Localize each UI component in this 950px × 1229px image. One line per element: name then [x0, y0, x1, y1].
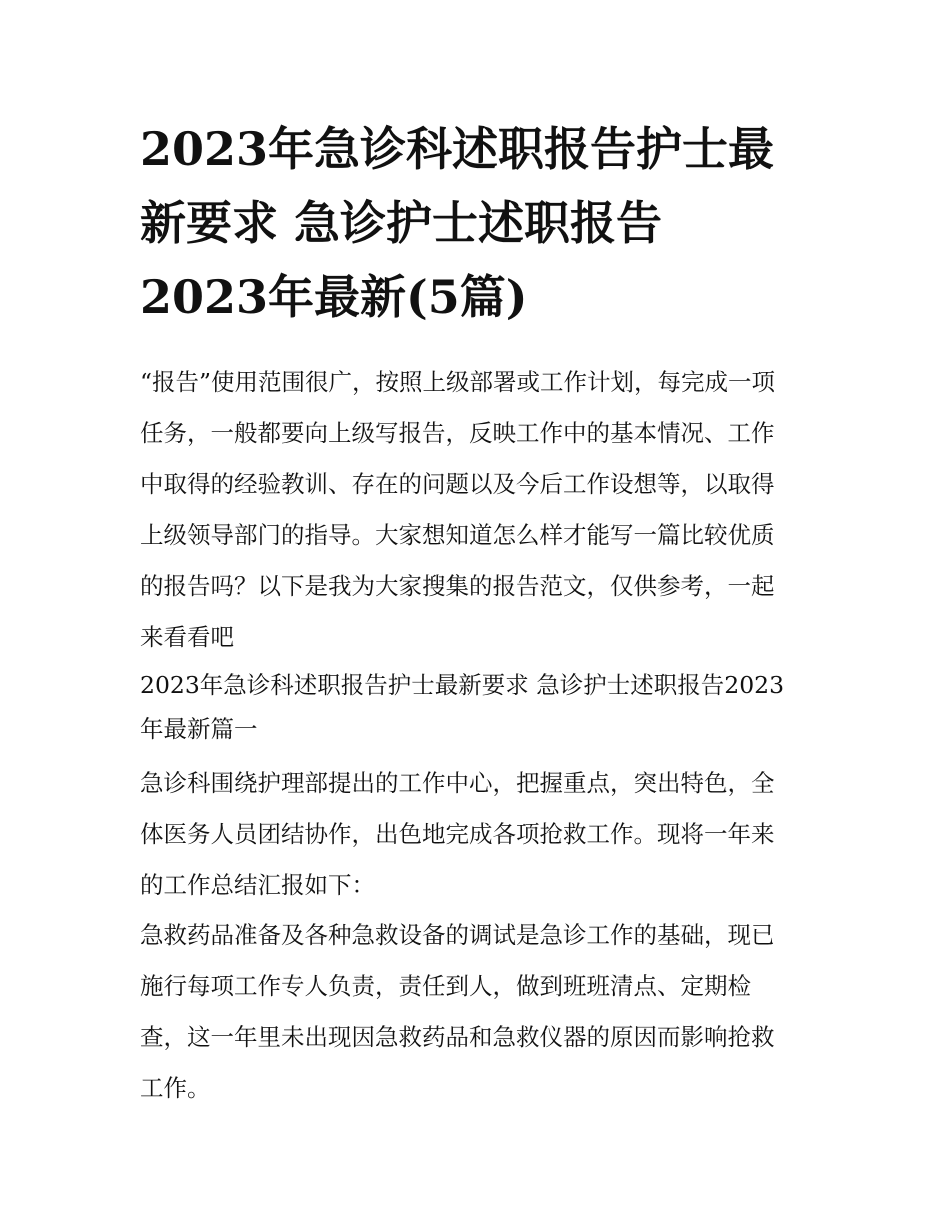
paragraph-line: 工作。 [140, 1074, 211, 1102]
paragraph-line: 查，这一年里未出现因急救药品和急救仪器的原因而影响抢救 [140, 1023, 775, 1051]
paragraph-line: 的工作总结汇报如下： [140, 871, 375, 899]
paragraph-line: 体医务人员团结协作，出色地完成各项抢救工作。现将一年来 [140, 820, 775, 848]
title-line: 2023年急诊科述职报告护士最 [140, 122, 775, 176]
title-line: 新要求 急诊护士述职报告 [140, 196, 663, 250]
paragraph-line: 急救药品准备及各种急救设备的调试是急诊工作的基础，现已 [140, 921, 775, 949]
intro-paragraph [140, 357, 820, 663]
title-line: 2023年最新(5篇) [140, 270, 528, 324]
paragraph-line: 来看看吧 [140, 623, 234, 651]
document-title [140, 112, 820, 334]
heading-line: 2023年急诊科述职报告护士最新要求 急诊护士述职报告2023 [140, 671, 785, 699]
summary-paragraph [140, 758, 820, 911]
equipment-paragraph [140, 910, 820, 1114]
paragraph-line: 施行每项工作专人负责，责任到人，做到班班清点、定期检 [140, 972, 751, 1000]
paragraph-line: 中取得的经验教训、存在的问题以及今后工作设想等，以取得 [140, 470, 775, 498]
paragraph-line: 上级领导部门的指导。大家想知道怎么样才能写一篇比较优质 [140, 521, 775, 549]
paragraph-line: 任务，一般都要向上级写报告，反映工作中的基本情况、工作 [140, 419, 775, 447]
section-heading [140, 663, 820, 751]
paragraph-line: “报告”使用范围很广，按照上级部署或工作计划，每完成一项 [140, 368, 776, 396]
paragraph-line: 急诊科围绕护理部提出的工作中心，把握重点，突出特色，全 [140, 769, 775, 797]
paragraph-line: 的报告吗？以下是我为大家搜集的报告范文，仅供参考，一起 [140, 572, 775, 600]
heading-line: 年最新篇一 [140, 715, 258, 743]
